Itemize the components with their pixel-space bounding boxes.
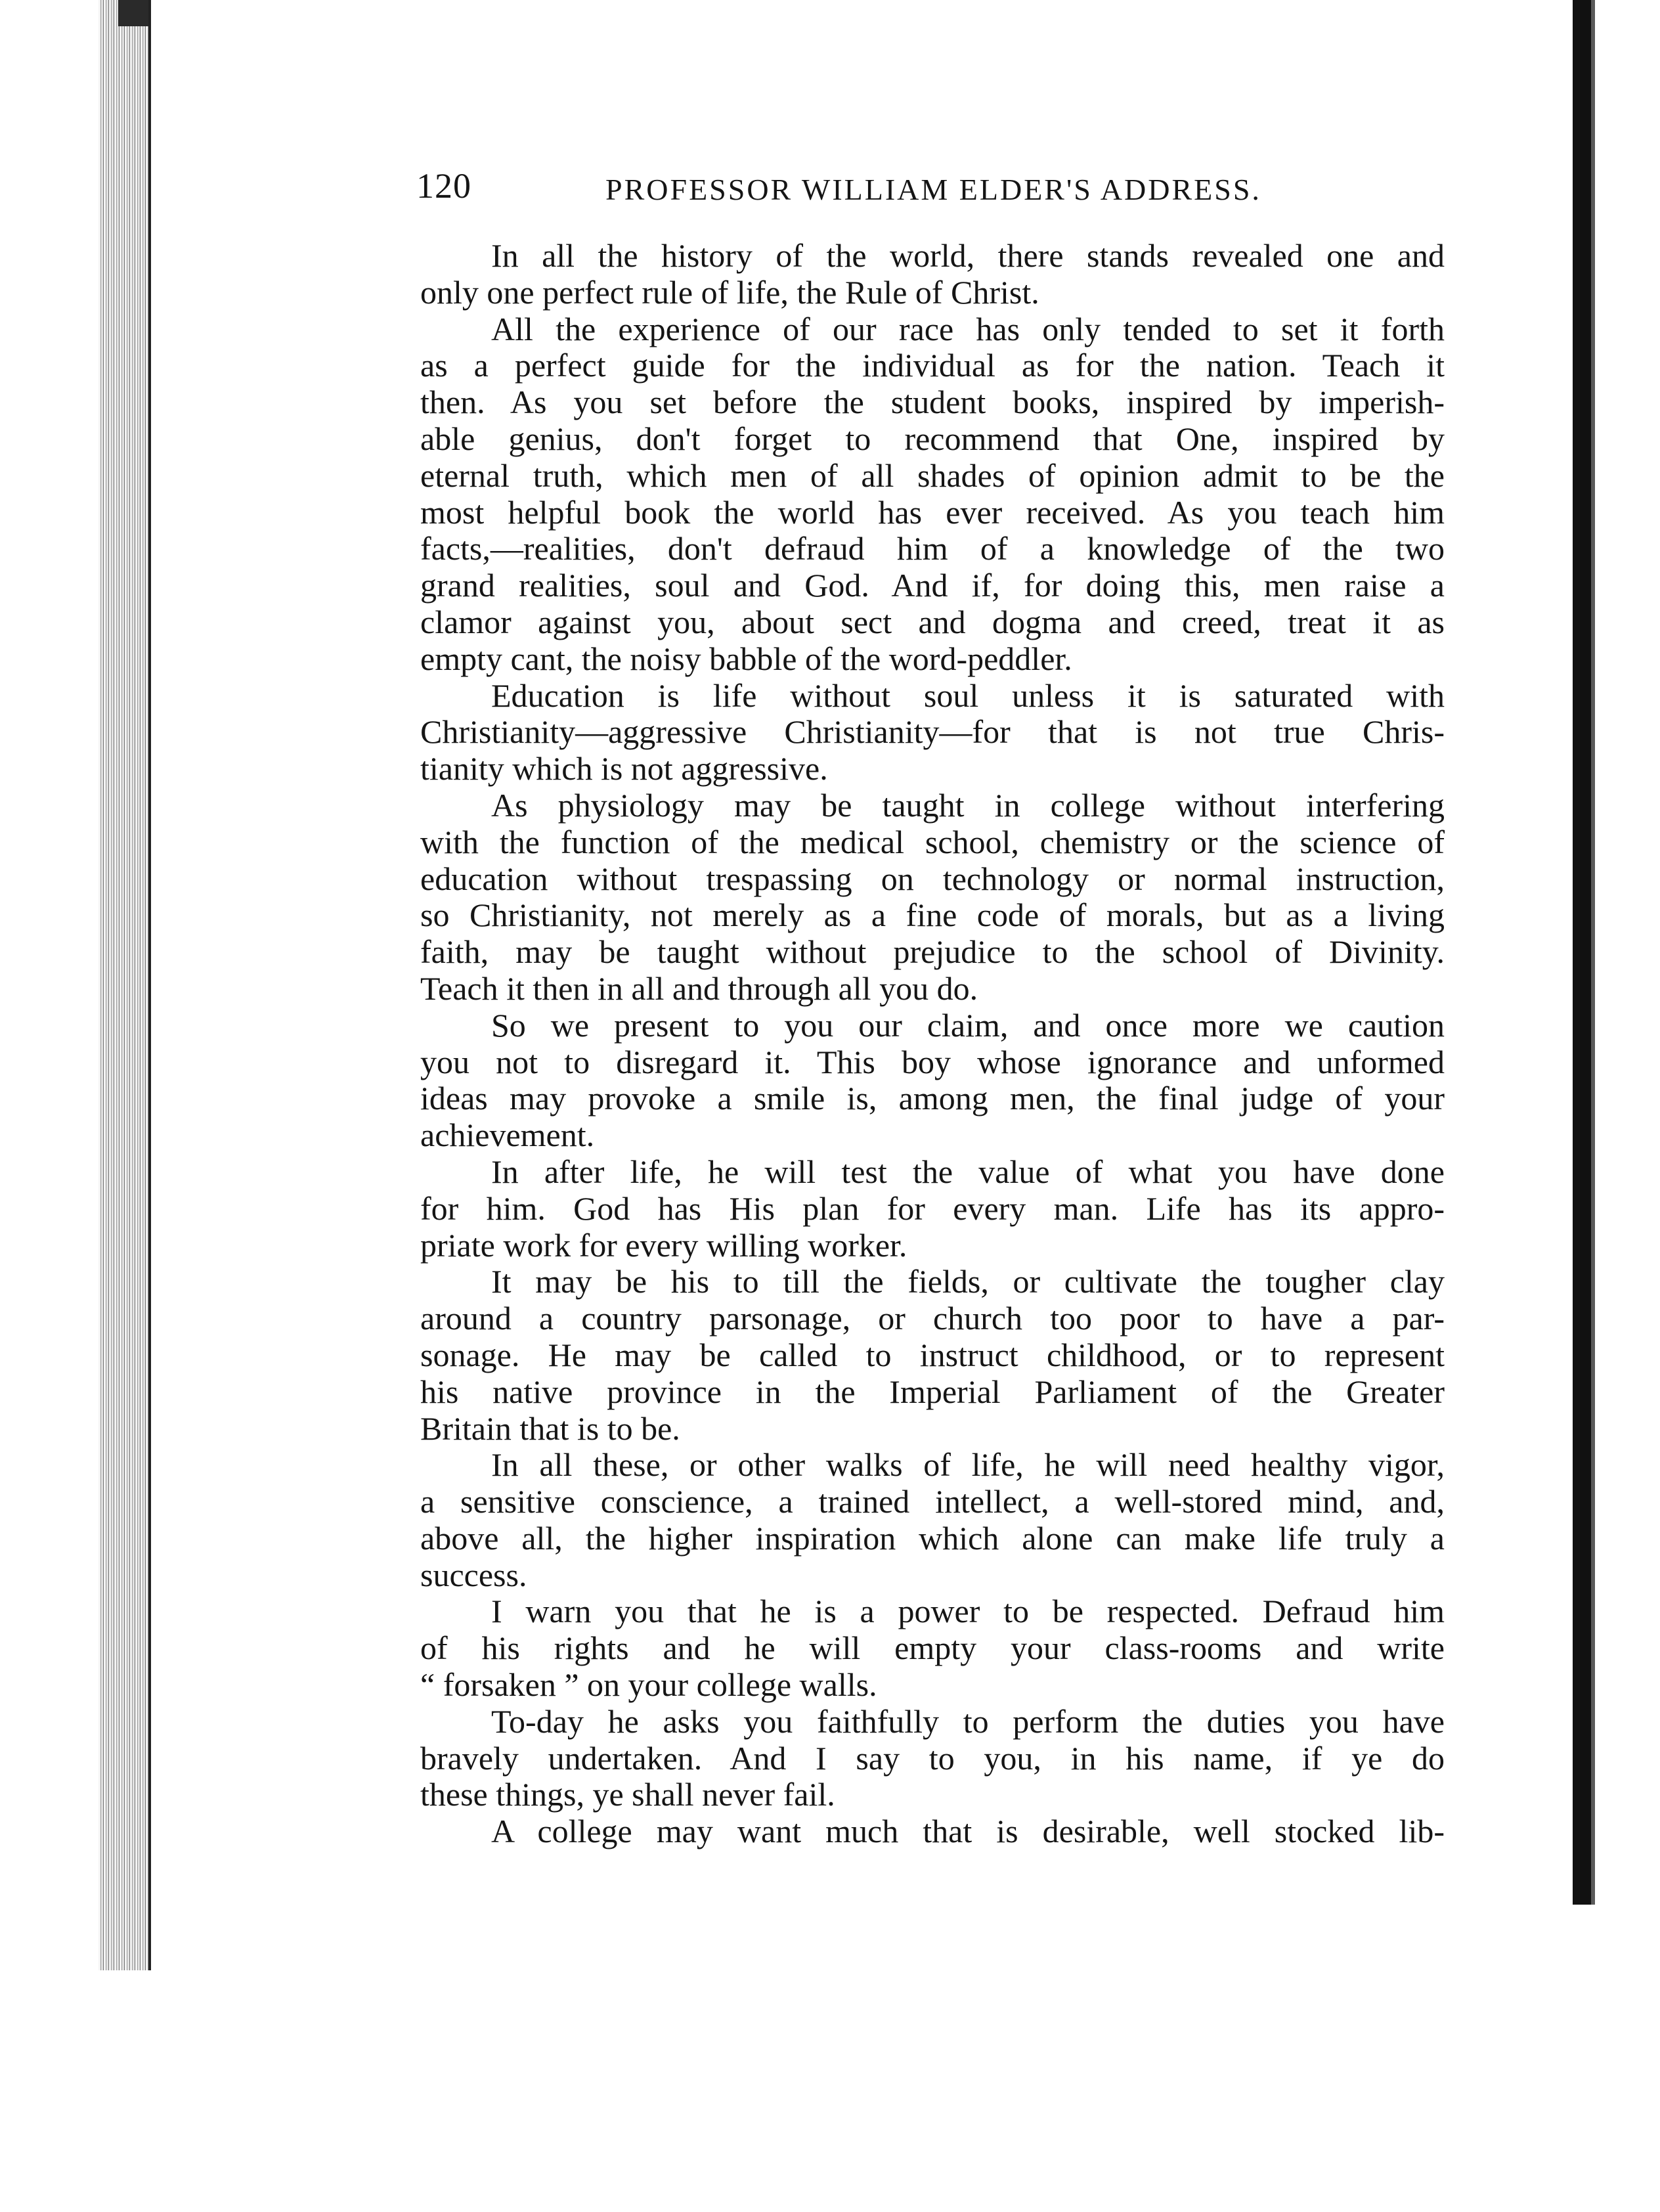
text-line: In all the history of the world, there stands revealed one and bbox=[491, 237, 1445, 274]
text-line: So we present to you our claim, and once more we caution bbox=[491, 1006, 1445, 1044]
text-line: All the experience of our race has only tended to set it forth bbox=[491, 310, 1445, 347]
text-line: a sensitive conscience, a trained intellect, a well-stored mind, and, bbox=[420, 1483, 1445, 1520]
text-line: success. bbox=[420, 1556, 527, 1593]
right-gutter bbox=[1573, 0, 1591, 1905]
text-line: Britain that is to be. bbox=[420, 1409, 680, 1447]
text-line: around a country parsonage, or church too poor to have a par- bbox=[420, 1300, 1445, 1337]
text-line: grand realities, soul and God. And if, for doing this, men raise a bbox=[420, 567, 1445, 604]
running-head bbox=[416, 166, 1441, 218]
text-line: you not to disregard it. This boy whose ignorance and unformed bbox=[420, 1043, 1445, 1080]
body-text bbox=[420, 238, 1445, 1850]
text-line: In all these, or other walks of life, he will need healthy vigor, bbox=[491, 1446, 1445, 1484]
text-line: bravely undertaken. And I say to you, in his name, if ye do bbox=[420, 1739, 1445, 1777]
page-edge-stack bbox=[98, 0, 150, 1970]
text-line: only one perfect rule of life, the Rule of Christ. bbox=[420, 273, 1039, 311]
page-number: 120 bbox=[416, 166, 471, 206]
text-line: able genius, don't forget to recommend that One, inspired by bbox=[420, 420, 1445, 457]
text-line: clamor against you, about sect and dogma and creed, treat it as bbox=[420, 603, 1445, 640]
text-line: ideas may provoke a smile is, among men, the final judge of your bbox=[420, 1080, 1445, 1117]
text-line: Teach it then in all and through all you do. bbox=[420, 969, 978, 1007]
text-line: As physiology may be taught in college without interfering bbox=[491, 786, 1445, 824]
text-line: “ forsaken ” on your college walls. bbox=[420, 1666, 877, 1704]
text-line: It may be his to till the fields, or cultivate the tougher clay bbox=[491, 1263, 1445, 1300]
text-line: of his rights and he will empty your class-rooms and write bbox=[420, 1629, 1445, 1667]
text-line: A college may want much that is desirable, well stocked lib- bbox=[491, 1813, 1445, 1850]
page-edge-line bbox=[148, 0, 151, 1970]
text-line: empty cant, the noisy babble of the word-peddler. bbox=[420, 640, 1072, 677]
text-line: Education is life without soul unless it is saturated with bbox=[491, 676, 1445, 714]
text-line: as a perfect guide for the individual as for the nation. Teach it bbox=[420, 347, 1445, 384]
text-line: To-day he asks you faithfully to perform the duties you have bbox=[491, 1702, 1445, 1740]
text-line: with the function of the medical school, chemistry or the science of bbox=[420, 823, 1445, 860]
page-edge-shadow bbox=[118, 0, 150, 26]
text-line: sonage. He may be called to instruct childhood, or to represent bbox=[420, 1336, 1445, 1373]
text-line: eternal truth, which men of all shades of opinion admit to be the bbox=[420, 456, 1445, 494]
text-line: facts,—realities, don't defraud him of a knowledge of the two bbox=[420, 530, 1445, 567]
text-line: achievement. bbox=[420, 1117, 595, 1154]
text-line: so Christianity, not merely as a fine code of morals, but as a living bbox=[420, 896, 1445, 934]
text-line: I warn you that he is a power to be respected. Defraud him bbox=[491, 1593, 1445, 1630]
text-line: faith, may be taught without prejudice to the school of Divinity. bbox=[420, 933, 1445, 971]
text-line: his native province in the Imperial Parliament of the Greater bbox=[420, 1373, 1445, 1410]
text-line: for him. God has His plan for every man. Life has its appro- bbox=[420, 1189, 1445, 1227]
text-line: these things, ye shall never fail. bbox=[420, 1776, 835, 1813]
text-line: most helpful book the world has ever received. As you teach him bbox=[420, 493, 1445, 531]
running-head-title: PROFESSOR WILLIAM ELDER'S ADDRESS. bbox=[605, 173, 1261, 206]
text-line: priate work for every willing worker. bbox=[420, 1226, 907, 1264]
text-line: then. As you set before the student books, inspired by imperish- bbox=[420, 384, 1445, 421]
right-gutter-edge bbox=[1591, 0, 1595, 1905]
text-line: education without trespassing on technology or normal instruction, bbox=[420, 860, 1445, 897]
text-line: Christianity—aggressive Christianity—for that is not true Chris- bbox=[420, 713, 1445, 751]
text-line: In after life, he will test the value of what you have done bbox=[491, 1153, 1445, 1190]
text-line: tianity which is not aggressive. bbox=[420, 750, 828, 787]
text-line: above all, the higher inspiration which alone can make life truly a bbox=[420, 1519, 1445, 1557]
